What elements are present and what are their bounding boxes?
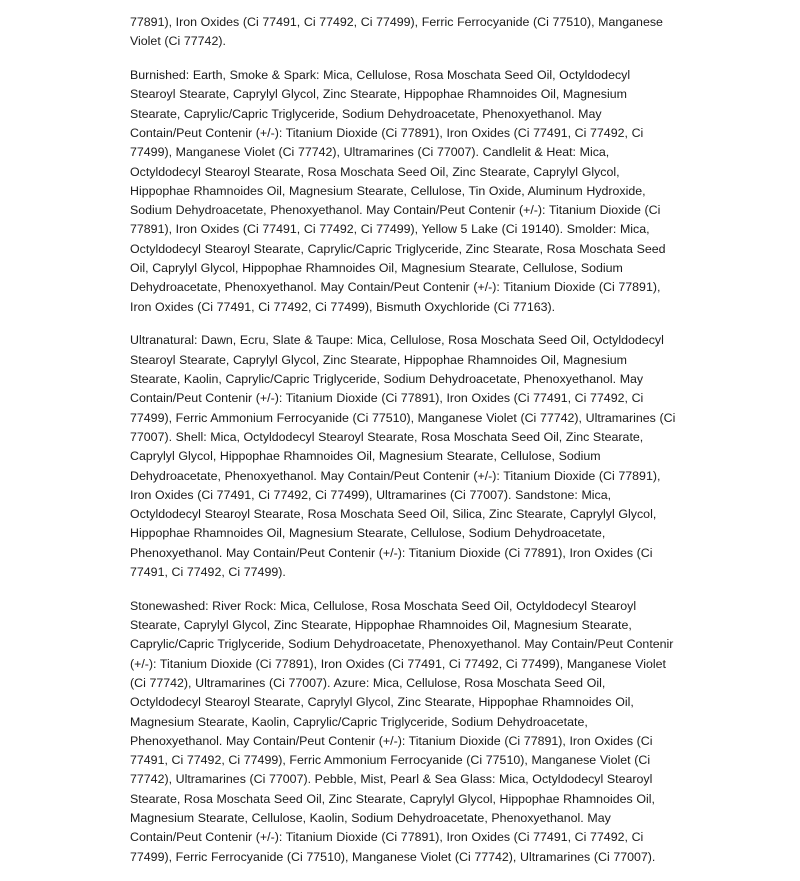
ingredients-paragraph-stonewashed: Stonewashed: River Rock: Mica, Cellulose, Rosa Moschata Seed Oil, Octyldodecyl Stearoyl Stearate, Caprylyl Glycol, Zinc Stearate, Hippophae Rhamnoides Oil, Magnesium Stearate, Caprylic/Capric Triglyceride, Sodium Dehydroacetate, Phenoxyethanol. May Contain/Peut Contenir (+/-): Titanium Dioxide (Ci 77891), Iron Oxides (Ci 77491, Ci 77492, Ci 77499), Manganese Violet (Ci 77742), Ultramarines (Ci 77007). Azure: Mica, Cellulose, Rosa Moschata Seed Oil, Octyldodecyl Stearoyl Stearate, Caprylyl Glycol, Zinc Stearate, Hippophae Rhamnoides Oil, Magnesium Stearate, Kaolin, Caprylic/Capric Triglyceride, Sodium Dehydroacetate, Phenoxyethanol. May Contain/Peut Contenir (+/-): Titanium Dioxide (Ci 77891), Iron Oxides (Ci 77491, Ci 77492, Ci 77499), Ferric Ammonium Ferrocyanide (Ci 77510), Manganese Violet (Ci 77742), Ultramarines (Ci 77007). Pebble, Mist, Pearl & Sea Glass: Mica, Octyldodecyl Stearoyl Stearate, Rosa Moschata Seed Oil, Zinc Stearate, Caprylyl Glycol, Hippophae Rhamnoides Oil, Magnesium Stearate, Cellulose, Kaolin, Sodium Dehydroacetate, Phenoxyethanol. May Contain/Peut Contenir (+/-): Titanium Dioxide (Ci 77891), Iron Oxides (Ci 77491, Ci 77492, Ci 77499), Ferric Ferrocyanide (Ci 77510), Manganese Violet (Ci 77742), Ultramarines (Ci 77007).	[130, 598, 674, 864]
ingredients-paragraph-burnished: Burnished: Earth, Smoke & Spark: Mica, Cellulose, Rosa Moschata Seed Oil, Octyldodecyl Stearoyl Stearate, Caprylyl Glycol, Zinc Stearate, Hippophae Rhamnoides Oil, Magnesium Stearate, Caprylic/Capric Triglyceride, Sodium Dehydroacetate, Phenoxyethanol. May Contain/Peut Contenir (+/-): Titanium Dioxide (Ci 77891), Iron Oxides (Ci 77491, Ci 77492, Ci 77499), Manganese Violet (Ci 77742), Ultramarines (Ci 77007). Candlelit & Heat: Mica, Octyldodecyl Stearoyl Stearate, Rosa Moschata Seed Oil, Zinc Stearate, Caprylyl Glycol, Hippophae Rhamnoides Oil, Magnesium Stearate, Cellulose, Tin Oxide, Aluminum Hydroxide, Sodium Dehydroacetate, Phenoxyethanol. May Contain/Peut Contenir (+/-): Titanium Dioxide (Ci 77891), Iron Oxides (Ci 77491, Ci 77492, Ci 77499), Yellow 5 Lake (Ci 19140). Smolder: Mica, Octyldodecyl Stearoyl Stearate, Caprylic/Capric Triglyceride, Zinc Stearate, Rosa Moschata Seed Oil, Caprylyl Glycol, Hippophae Rhamnoides Oil, Magnesium Stearate, Cellulose, Sodium Dehydroacetate, Phenoxyethanol. May Contain/Peut Contenir (+/-): Titanium Dioxide (Ci 77891), Iron Oxides (Ci 77491, Ci 77492, Ci 77499), Bismuth Oxychloride (Ci 77163).	[130, 68, 666, 314]
ingredients-text-column	[130, 13, 676, 881]
ingredients-paragraph-continuation: 77891), Iron Oxides (Ci 77491, Ci 77492, Ci 77499), Ferric Ferrocyanide (Ci 77510), Manganese Violet (Ci 77742).	[130, 15, 663, 49]
ingredients-paragraph-ultranatural: Ultranatural: Dawn, Ecru, Slate & Taupe: Mica, Cellulose, Rosa Moschata Seed Oil, Octyldodecyl Stearoyl Stearate, Caprylyl Glycol, Zinc Stearate, Hippophae Rhamnoides Oil, Magnesium Stearate, Kaolin, Caprylic/Capric Triglyceride, Sodium Dehydroacetate, Phenoxyethanol. May Contain/Peut Contenir (+/-): Titanium Dioxide (Ci 77891), Iron Oxides (Ci 77491, Ci 77492, Ci 77499), Ferric Ammonium Ferrocyanide (Ci 77510), Manganese Violet (Ci 77742), Ultramarines (Ci 77007). Shell: Mica, Octyldodecyl Stearoyl Stearate, Rosa Moschata Seed Oil, Zinc Stearate, Caprylyl Glycol, Hippophae Rhamnoides Oil, Magnesium Stearate, Cellulose, Sodium Dehydroacetate, Phenoxyethanol. May Contain/Peut Contenir (+/-): Titanium Dioxide (Ci 77891), Iron Oxides (Ci 77491, Ci 77492, Ci 77499), Ultramarines (Ci 77007). Sandstone: Mica, Octyldodecyl Stearoyl Stearate, Rosa Moschata Seed Oil, Silica, Zinc Stearate, Caprylyl Glycol, Hippophae Rhamnoides Oil, Magnesium Stearate, Cellulose, Sodium Dehydroacetate, Phenoxyethanol. May Contain/Peut Contenir (+/-): Titanium Dioxide (Ci 77891), Iron Oxides (Ci 77491, Ci 77492, Ci 77499).	[130, 333, 676, 580]
